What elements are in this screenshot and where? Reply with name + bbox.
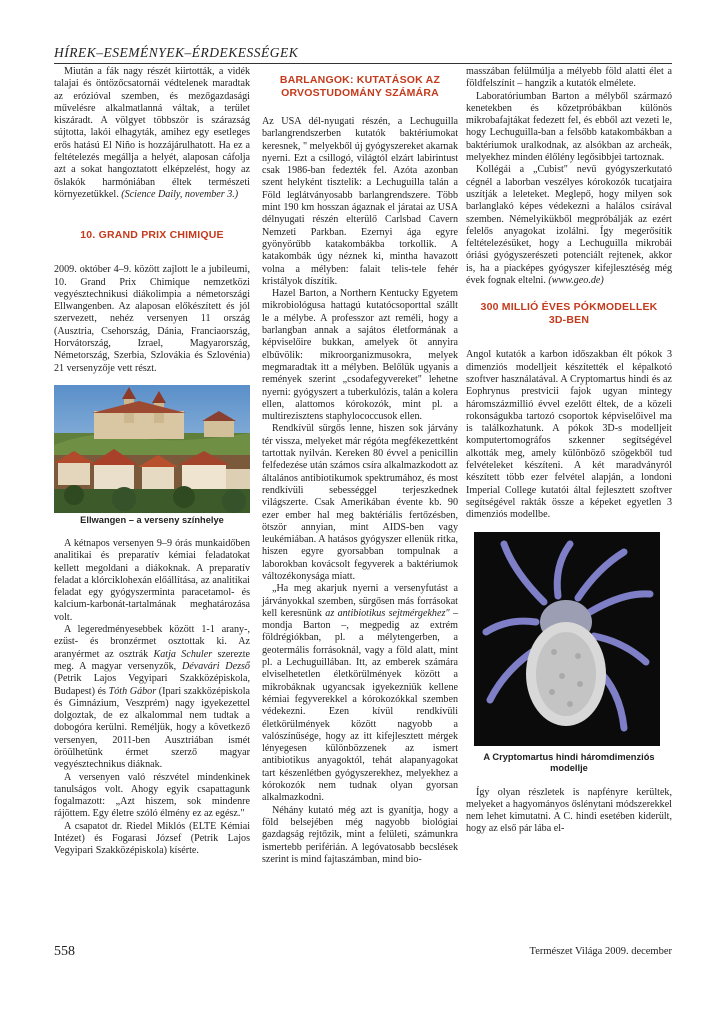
- paragraph-text: Kollégái a „Cubist" nevű gyógyszerkutató cégnél a laborban veszélyes kórokozók tucatjaira uszítják a leleteket. Meglepő, hogy milyen sok barlanglakó képes védekezni a halálos csírával szemben. Némelyikükből megpróbálják az ezért felelős anyagokat izolálni. Így megerősítik feltételezésüket, hogy a Lechuguilla mikrobái óriási gyógyszerészeti potenciált rejtenek, akkor is, ha a piacképes gyógyszer kifejlesztéség még évek fognak eltelni.: [466, 164, 672, 287]
- paragraph: [466, 164, 672, 287]
- paragraph: Így olyan részletek is napfényre kerültek, melyeket a hagyományos őslénytani módszerekkel nem lehet kimutatni. A C. hindi esetében kiderült, hogy az első pár lába el-: [466, 786, 672, 835]
- section-title-grand-prix: 10. GRAND PRIX CHIMIQUE: [80, 229, 224, 242]
- column-1: [54, 66, 250, 858]
- section-title-line: 300 MILLIÓ ÉVES PÓKMODELLEK: [480, 301, 658, 314]
- column-3: [466, 66, 672, 836]
- paragraph: Rendkívül sürgős lenne, hiszen sok járvány tér vissza, melyeket már régóta megfékezettként tartottak nyilván. Kereken 80 évvel a penicillin felfedezése után számos csíra alkalmazkodott az általános antibiotikumok spektrumához, és most rendkívüli sebességgel terjeszkednek világszerte. Csak Amerikában évente kb. 90 ezer ember hal meg baktériális fertőzésben, ötször annyian, mint AIDS-ben vagy leukémiában. A hatásos gyógyszer ellenük ritka, hiszen egyre gyorsabban tompulnak a laborokban kovácsolt fegyverek a baktériumok változékonysága miatt.: [262, 423, 458, 582]
- header-title: HÍREK–ESEMÉNYEK–ÉRDEKESSÉGEK: [54, 45, 299, 60]
- paragraph: Néhány kutató még azt is gyanítja, hogy a föld belsejében még nagyobb biológiai gazdagság rejtőzik, mint a felületi, számunkra ismertebb periférián. A legóvatosabb becslések szerint is mind fajtaszámban, mind bio-: [262, 804, 458, 865]
- text-run: „Ha meg akarjuk nyerni a versenyfutást a járványokkal szemben, sürgősen más forrásokat kell keresnünk: [262, 583, 458, 619]
- paragraph: Laboratóriumban Barton a mélyből származó kenetekben és kőzetpróbákban különös mikrobafajtákat fedezett fel, és ebből azt vezeti le, hogy Lechuguilla-ban a felsőbb katakombákban a baktériumok uralkodnak, az alsókban az archeák, melyekhez minden élőlény legősibbjei tartoznak.: [466, 90, 672, 164]
- emphasis: az antibiotikus sejtmérgekhez": [325, 607, 450, 619]
- paragraph: 2009. október 4–9. között zajlott le a jubileumi, 10. Grand Prix Chimique nemzetközi vegyésztechnikusi diákolimpia a németországi Ellwangenben. Az alaposan előkészített és jól szervezett, nehéz versenyen 11 ország (Ausztria, Csehország, Dánia, Franciaország, Horvátország, Izrael, Magyarország, Németország, Szerbia, Szlovákia és Szlovénia) 21 versenyzője vett részt.: [54, 264, 250, 374]
- section-title-pokmodellek: [466, 301, 672, 327]
- paragraph: Angol kutatók a karbon időszakban élt pókok 3 dimenziós modelljeit készítették el képalkotó szoftver használatával. A Cryptomartus hindi és az Eophrynus prestvicii fajok ugyan mintegy háromszázmillió évvel ezelőtt éltek, de a közeli rokonságukba tartozó csoportok képviselőivel ma is találkozhatunk. A pókok 3D-s modelljeit komputertomográfos szkenner segítségével alkották meg, amely különböző szögekből tud felvételeket készíteni. A két maradványról készített több ezer felvétel alapján, a londoni Imperial College kutatói által fejlesztett szoftver segítségével rakták össze a képeket egyetlen 3 dimenziós modellbe.: [466, 349, 672, 521]
- section-title-barlangok: [262, 74, 458, 100]
- source-citation: (Science Daily, november 3.): [121, 188, 239, 200]
- paragraph: masszában felülmúlja a mélyebb föld alatti élet a földfelszínit – hangzik a kutatók elmélete.: [466, 66, 672, 90]
- section-title-line: BARLANGOK: KUTATÁSOK AZ: [279, 74, 441, 86]
- text-run: (Ipari szakközépiskola és Gimnázium, Veszprém) nagy igyekezettel dolgoztak, de ez alkalommal nem tudtak a dobogóra kerülni. Reméljük, hogy a következő versenyen, 2011-ben Ausztriában ismét öröülhetünk érmet szerző magyar vegyésztechnikus diáknak.: [54, 685, 250, 771]
- text-run: – mondja Barton –, megpedig az extrém földrégiókban, pl. a mélytengerben, a geotermális forrásoknál, vagy a föld alatt, mint pl. a Lechuguillában. Itt, az emberek számára elviselhetetlen életkörülmények között a mikrobáknak ugyancsak igyekezniük kellene kémiai fegyverekkel a kórokozókkal szemben védekezni. Ezen kívül rendkívüli életkörülmények között nagyobb a valószínűsége, hogy az itt kifejlesztett mérgek lényegesen különbözzenek az ismert antibiotikus anyagoktól, tehát alapanyagokat tart készenlétben gyógyszerekhez, melyekhez a kórokozók nem tudnak olyan gyorsan alkalmazkodni.: [262, 607, 458, 804]
- paragraph: A csapatot dr. Riedel Miklós (ELTE Kémiai Intézet) és Fogarasi József (Petrik Lajos Vegyipari Szakközépiskola) kísérte.: [54, 820, 250, 857]
- person-name: Dévavári Dezső: [181, 660, 250, 672]
- caption-line: modellje: [550, 763, 588, 773]
- castle-illustration: [54, 385, 250, 513]
- photo-caption: [466, 752, 672, 775]
- text-run: (Petrik Lajos Vegyipari Szakközépiskola, Budapest) és: [54, 673, 250, 697]
- journal-issue: Természet Világa 2009. december: [529, 946, 672, 957]
- section-title-line: ORVOSTUDOMÁNY SZÁMÁRA: [281, 87, 439, 99]
- spider-illustration: [474, 532, 660, 746]
- paragraph: Hazel Barton, a Northern Kentucky Egyetem mikrobiológusa hattagú kutatócsoporttal szállt le a mélybe. A professzor azt reméli, hogy a barlangban annak a sajátos életformának a képviselőire bukkan, amelyek öt annyira elbűvölik: mikroorganizmusokra, melyek megmaradtak itt a mélyben. Belőlük ugyanis a remények szerint „csodafegyvereket" lehetne nyerni: gyógyszert a tuberkulózis, talán a kolera ellen, alattomos kórokozók, mint pl. a multirezisztens staphylococcusok ellen.: [262, 288, 458, 423]
- paragraph: [54, 66, 250, 201]
- column-2: [262, 66, 458, 866]
- photo-caption: Ellwangen – a verseny színhelye: [80, 514, 224, 525]
- person-name: Katja Schuler: [153, 648, 213, 660]
- section-title-line: 3D-BEN: [548, 314, 590, 327]
- paragraph: [262, 583, 458, 804]
- source-citation: (www.geo.de): [548, 275, 604, 287]
- text-run: A legeredményesebbek között 1-1 arany-, ezüst- és bronzérmet osztottak ki. Az aranyérmet az osztrák: [54, 624, 250, 660]
- paragraph: [54, 624, 250, 772]
- caption-line: A Cryptomartus hindi háromdimenziós: [483, 751, 655, 762]
- running-header: [54, 40, 672, 64]
- spider-model-photo: [474, 532, 660, 746]
- text-run: szerezte meg. A magyar versenyzők,: [54, 648, 250, 672]
- paragraph: Az USA dél-nyugati részén, a Lechuguilla barlangrendszerben kutatók baktériumokat keresnek, " melyekből új gyógyszereket akarnak nyerni. Ezt a csillogó, világtól elzárt labirintust csak 1986-ban fedezték fel. Azóta azonban szent helyként tisztelik: a Lechuguilla talán a Föld leglátványosabb barlangrendszere. Több mint 190 km hosszan ágaznak el járatai az USA délnyugati részén elterülő Carlsbad Cavern Nemzeti Parkban. Ezernyi ága egyre gyönyörűbb katakombákba torkollik. A katakombák úgy néznek ki, mintha havazott volna a mélyben: falait telis-tele fehér kristályok díszítik.: [262, 116, 458, 287]
- paragraph: A versenyen való részvétel mindenkinek tanulságos volt. Ahogy egyik csapattagunk fogalmazott: „Azt hiszem, sok mindenre rájöttem. Egy életre szóló élmény ez az egész.": [54, 771, 250, 820]
- paragraph: A kétnapos versenyen 9–9 órás munkaidőben analitikai és preparatív kémiai feladatokat kellett megoldani a diákoknak. A preparatív feladat a klórciklohexán előállítása, az analitikai feladat egy gyógyszerminta paracetamol- és kalcium-karbonát-tartalmának meghatározása volt.: [54, 537, 250, 623]
- ellwangen-photo: [54, 385, 250, 513]
- person-name: Tóth Gábor: [108, 685, 157, 697]
- paragraph-text: Miután a fák nagy részét kiirtották, a vidék talajai és öntözőcsatornái védtelenek maradtak az erózióval szemben, és mezőgazdasági művelésre alkalmatlanná váltak, a terület kiszáradt. A völgyet többször is szárazság sújtotta, lakói elhagyták, amihez egy esetleges erős hatású El Niño is hozzájárulhatott. Ha ez a feltételezés megállja a helyét, alaposan cáfolja azt a sokat hangoztatott elképzelést, hogy az őslakók harmóniában éltek természeti környezetükkel.: [54, 66, 250, 200]
- page-number: 558: [54, 944, 75, 959]
